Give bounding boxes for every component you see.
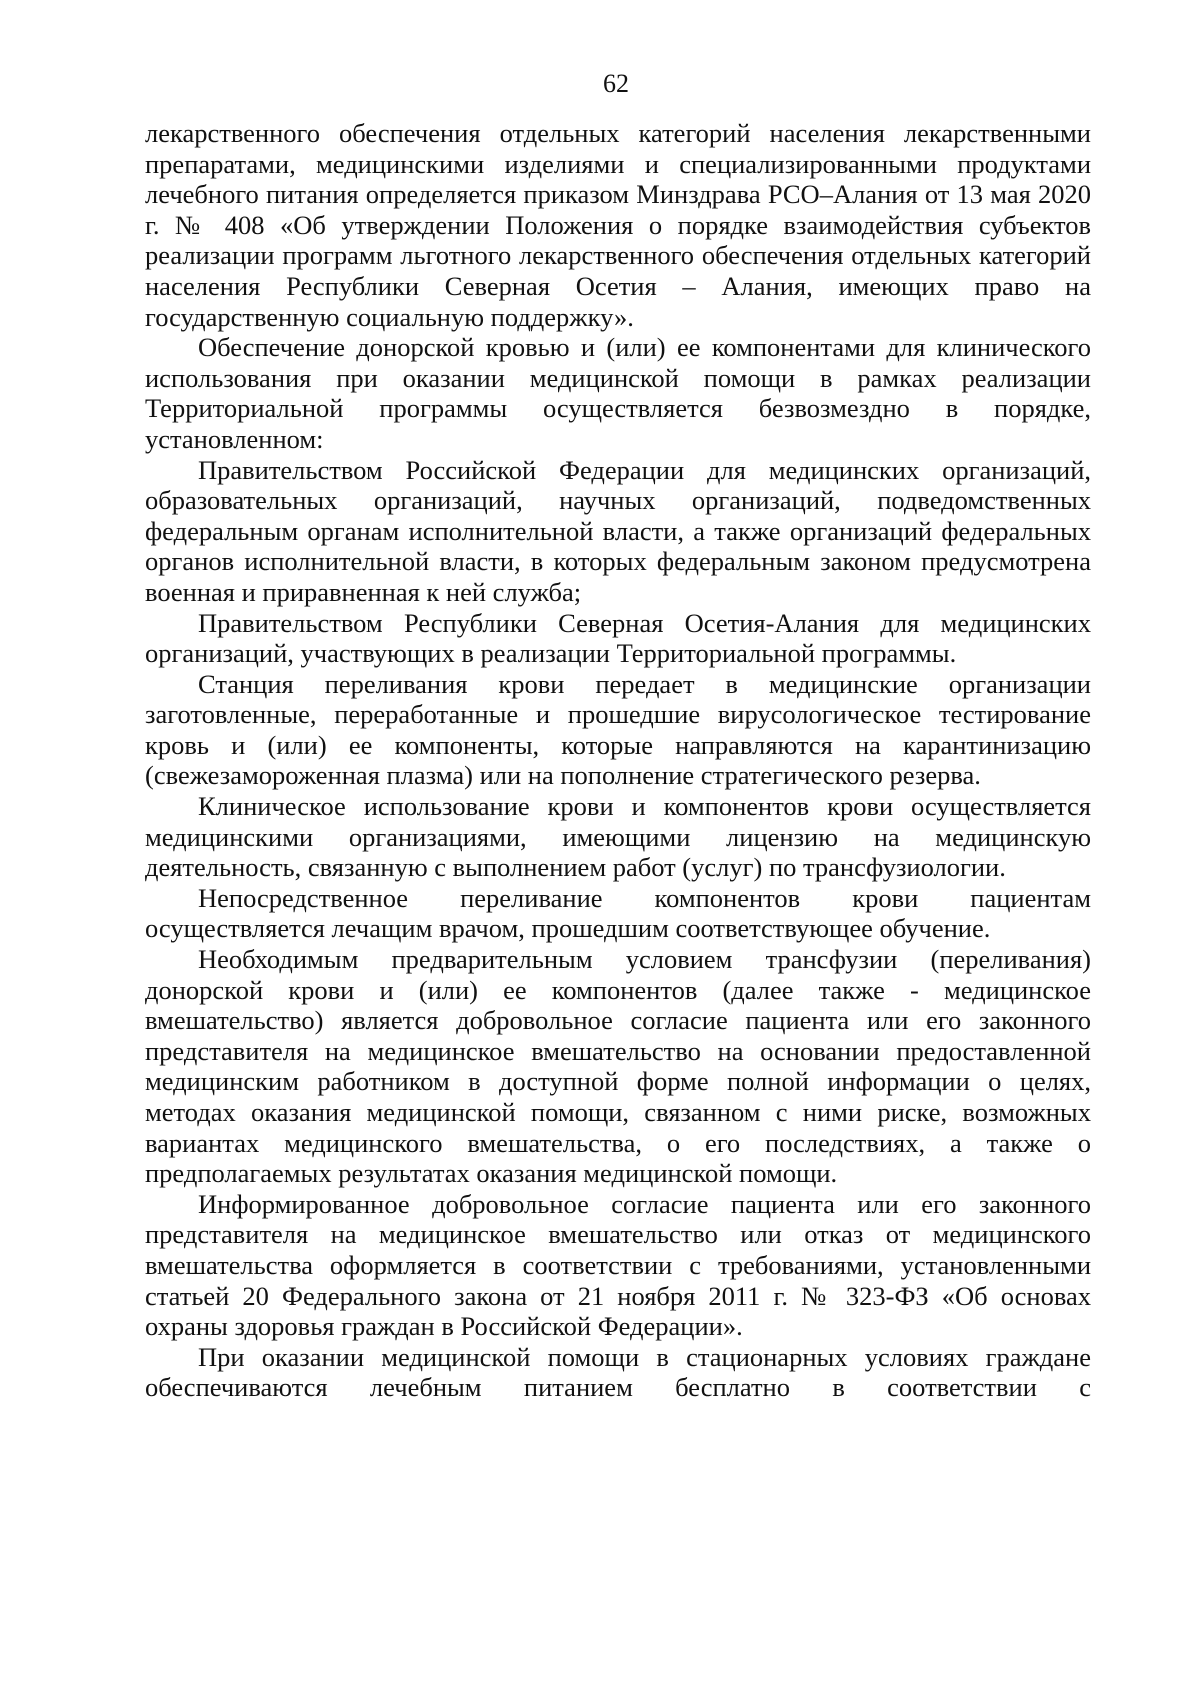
paragraph-rso-government: Правительством Республики Северная Осетия-Алания для медицинских организаций, участвующих в реализации Территориальной программы. bbox=[145, 607, 1091, 669]
paragraph-direct-transfusion: Непосредственное переливание компонентов крови пациентам осуществляется лечащим врачом, прошедшим соответствующее обучение. bbox=[145, 882, 1091, 944]
paragraph-inpatient-nutrition: При оказании медицинской помощи в стационарных условиях граждане обеспечиваются лечебным питанием бесплатно в соответствии с bbox=[145, 1341, 1091, 1403]
paragraph-informed-consent: Информированное добровольное согласие пациента или его законного представителя на медицинское вмешательство или отказ от медицинского вмешательства оформляется в соответствии с требованиями, установленными статьей 20 Федерального закона от 21 ноября 2011 г. № 323-ФЗ «Об основах охраны здоровья граждан в Российской Федерации». bbox=[145, 1188, 1091, 1342]
paragraph-clinical-use: Клиническое использование крови и компонентов крови осуществляется медицинскими организациями, имеющими лицензию на медицинскую деятельность, связанную с выполнением работ (услуг) по трансфузиологии. bbox=[145, 791, 1091, 883]
paragraph-continued: лекарственного обеспечения отдельных категорий населения лекарственными препаратами, медицинскими изделиями и специализированными продуктами лечебного питания определяется приказом Минздрава РСО–Алания от 13 мая 2020 г. № 408 «Об утверждении Положения о порядке взаимодействия субъектов реализации программ льготного лекарственного обеспечения отдельных категорий населения Республики Северная Осетия – Алания, имеющих право на государственную социальную поддержку». bbox=[145, 118, 1091, 332]
paragraph-rf-government: Правительством Российской Федерации для медицинских организаций, образовательных организаций, научных организаций, подведомственных федеральным органам исполнительной власти, а также организаций федеральных органов исполнительной власти, в которых федеральным законом предусмотрена военная и приравненная к ней служба; bbox=[145, 454, 1091, 607]
page-number: 62 bbox=[603, 69, 629, 98]
paragraph-transfusion-station: Станция переливания крови передает в медицинские организации заготовленные, переработанные и прошедшие вирусологическое тестирование кровь и (или) ее компоненты, которые направляются на карантинизацию (свежезамороженная плазма) или на пополнение стратегического резерва. bbox=[145, 668, 1091, 791]
paragraph-blood-supply: Обеспечение донорской кровью и (или) ее компонентами для клинического использования при оказании медицинской помощи в рамках реализации Территориальной программы осуществляется безвозмездно в порядке, установленном: bbox=[145, 332, 1091, 454]
paragraph-consent-condition: Необходимым предварительным условием трансфузии (переливания) донорской крови и (или) ее компонентов (далее также - медицинское вмешательство) является добровольное согласие пациента или его законного представителя на медицинское вмешательство на основании предоставленной медицинским работником в доступной форме полной информации о целях, методах оказания медицинской помощи, связанном с ними риске, возможных вариантах медицинского вмешательства, о его последствиях, а также о предполагаемых результатах оказания медицинской помощи. bbox=[145, 944, 1091, 1189]
document-body bbox=[145, 118, 1091, 1403]
